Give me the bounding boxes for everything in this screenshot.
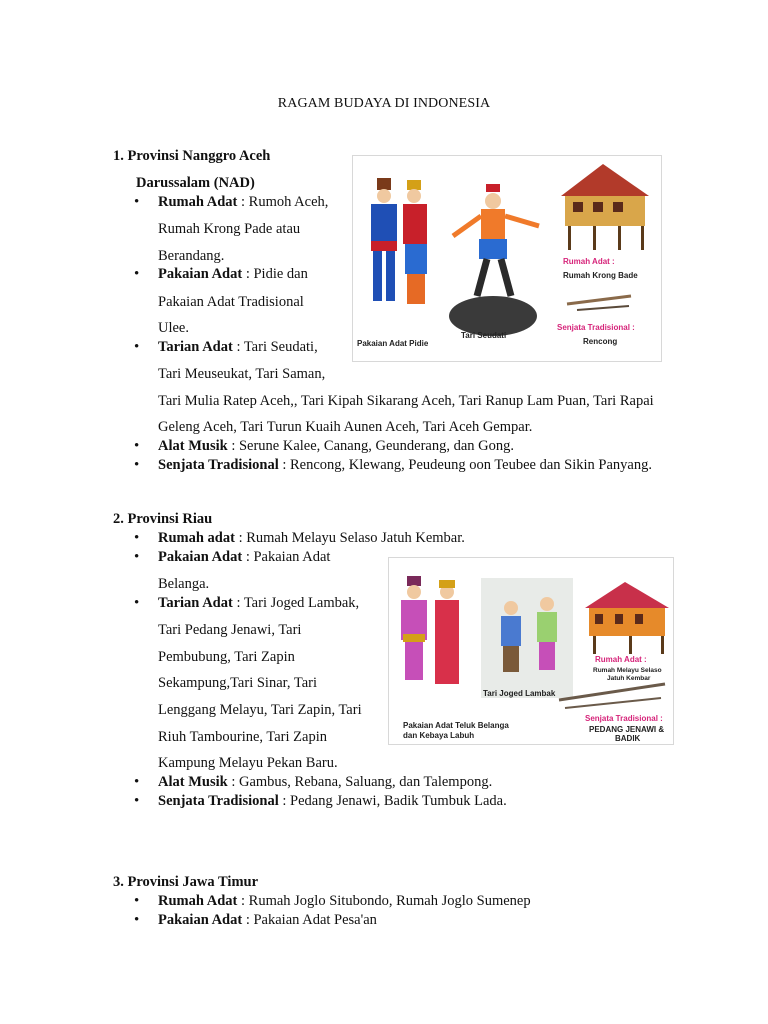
item-text-cont: Pembubung, Tari Zapin	[158, 649, 295, 665]
item-text-cont: Ulee.	[158, 320, 189, 336]
caption-senjata-2: BADIK	[615, 734, 641, 743]
item-text: : Pakaian Adat	[242, 549, 331, 565]
item-text: : Pakaian Adat Pesa'an	[242, 912, 377, 928]
caption-tari: Tari Joged Lambak	[483, 689, 556, 698]
item-label: Tarian Adat	[158, 595, 233, 611]
item-label: Rumah Adat	[158, 194, 238, 210]
list-item-pakaian-adat	[158, 265, 308, 283]
item-label: Alat Musik	[158, 438, 228, 454]
item-label: Tarian Adat	[158, 339, 233, 355]
caption-senjata-title: Senjata Tradisional :	[585, 714, 663, 723]
item-label: Senjata Tradisional	[158, 793, 279, 809]
list-item-senjata	[158, 792, 507, 810]
item-text-cont: Geleng Aceh, Tari Turun Kuaih Aunen Aceh, Tari Aceh Gempar.	[158, 419, 533, 435]
item-label: Alat Musik	[158, 774, 228, 790]
riau-culture-illustration	[388, 557, 674, 745]
item-text: : Rumah Joglo Situbondo, Rumah Joglo Sumenep	[237, 893, 531, 909]
caption-rumah-title: Rumah Adat :	[595, 655, 647, 664]
list-item-pakaian-adat	[158, 548, 330, 566]
caption-senjata-1: PEDANG JENAWI &	[589, 725, 665, 734]
item-text-cont: Tari Mulia Ratep Aceh,, Tari Kipah Sikarang Aceh, Tari Ranup Lam Puan, Tari Rapai	[158, 393, 654, 409]
page-title: RAGAM BUDAYA DI INDONESIA	[277, 96, 491, 111]
caption-rumah-title: Rumah Adat :	[563, 257, 615, 266]
item-label: Rumah Adat	[158, 893, 238, 909]
caption-pakaian-1: Pakaian Adat Teluk Belanga	[403, 721, 509, 730]
item-text-cont: Kampung Melayu Pekan Baru.	[158, 755, 338, 771]
list-item-rumah-adat	[158, 529, 465, 547]
section-heading-aceh-cont: Darussalam (NAD)	[136, 175, 255, 191]
item-text-cont: Riuh Tambourine, Tari Zapin	[158, 729, 327, 745]
riau-illustration-svg	[389, 558, 673, 744]
item-text-cont: Sekampung,Tari Sinar, Tari	[158, 675, 318, 691]
item-text: : Tari Joged Lambak,	[232, 595, 360, 611]
item-text-cont: Berandang.	[158, 248, 225, 264]
item-text: : Tari Seudati,	[232, 339, 318, 355]
list-item-rumah-adat	[158, 892, 531, 910]
item-text-cont: Rumah Krong Pade atau	[158, 221, 301, 237]
list-item-tarian-adat	[158, 594, 359, 612]
caption-senjata: Rencong	[583, 337, 618, 346]
caption-pakaian-2: dan Kebaya Labuh	[403, 731, 475, 740]
item-text: : Serune Kalee, Canang, Geunderang, dan Gong.	[227, 438, 514, 454]
list-item-alat-musik	[158, 437, 514, 455]
item-label: Senjata Tradisional	[158, 457, 279, 473]
item-label: Pakaian Adat	[158, 266, 243, 282]
caption-rumah: Rumah Krong Bade	[563, 271, 638, 280]
caption-tari: Tari Seudati	[461, 331, 507, 340]
list-item-rumah-adat	[158, 193, 328, 211]
item-text: : Pedang Jenawi, Badik Tumbuk Lada.	[278, 793, 507, 809]
list-item-alat-musik	[158, 773, 492, 791]
item-text-cont: Pakaian Adat Tradisional	[158, 294, 304, 310]
item-text: : Pidie dan	[242, 266, 308, 282]
caption-senjata-title: Senjata Tradisional :	[557, 323, 635, 332]
item-text-cont: Tari Meuseukat, Tari Saman,	[158, 366, 326, 382]
item-text: : Rencong, Klewang, Peudeung oon Teubee dan Sikin Panyang.	[278, 457, 652, 473]
item-text: : Rumoh Aceh,	[237, 194, 329, 210]
item-label: Pakaian Adat	[158, 912, 243, 928]
item-text: : Gambus, Rebana, Saluang, dan Talempong.	[227, 774, 493, 790]
aceh-illustration-svg	[353, 156, 661, 361]
item-label: Pakaian Adat	[158, 549, 243, 565]
list-item-pakaian-adat	[158, 911, 377, 929]
item-text: : Rumah Melayu Selaso Jatuh Kembar.	[234, 530, 465, 546]
aceh-culture-illustration	[352, 155, 662, 362]
item-label: Rumah adat	[158, 530, 235, 546]
section-heading-jawa-timur: 3. Provinsi Jawa Timur	[113, 874, 259, 890]
list-item-senjata	[158, 456, 652, 474]
item-text-cont: Tari Pedang Jenawi, Tari	[158, 622, 302, 638]
item-text-cont: Lenggang Melayu, Tari Zapin, Tari	[158, 702, 362, 718]
caption-rumah-2: Jatuh Kembar	[607, 675, 651, 682]
section-heading-aceh: 1. Provinsi Nanggro Aceh	[113, 148, 271, 164]
list-item-tarian-adat	[158, 338, 318, 356]
caption-pakaian-adat: Pakaian Adat Pidie	[357, 339, 429, 348]
caption-rumah-1: Rumah Melayu Selaso	[593, 667, 662, 674]
item-text-cont: Belanga.	[158, 576, 210, 592]
section-heading-riau: 2. Provinsi Riau	[113, 511, 213, 527]
